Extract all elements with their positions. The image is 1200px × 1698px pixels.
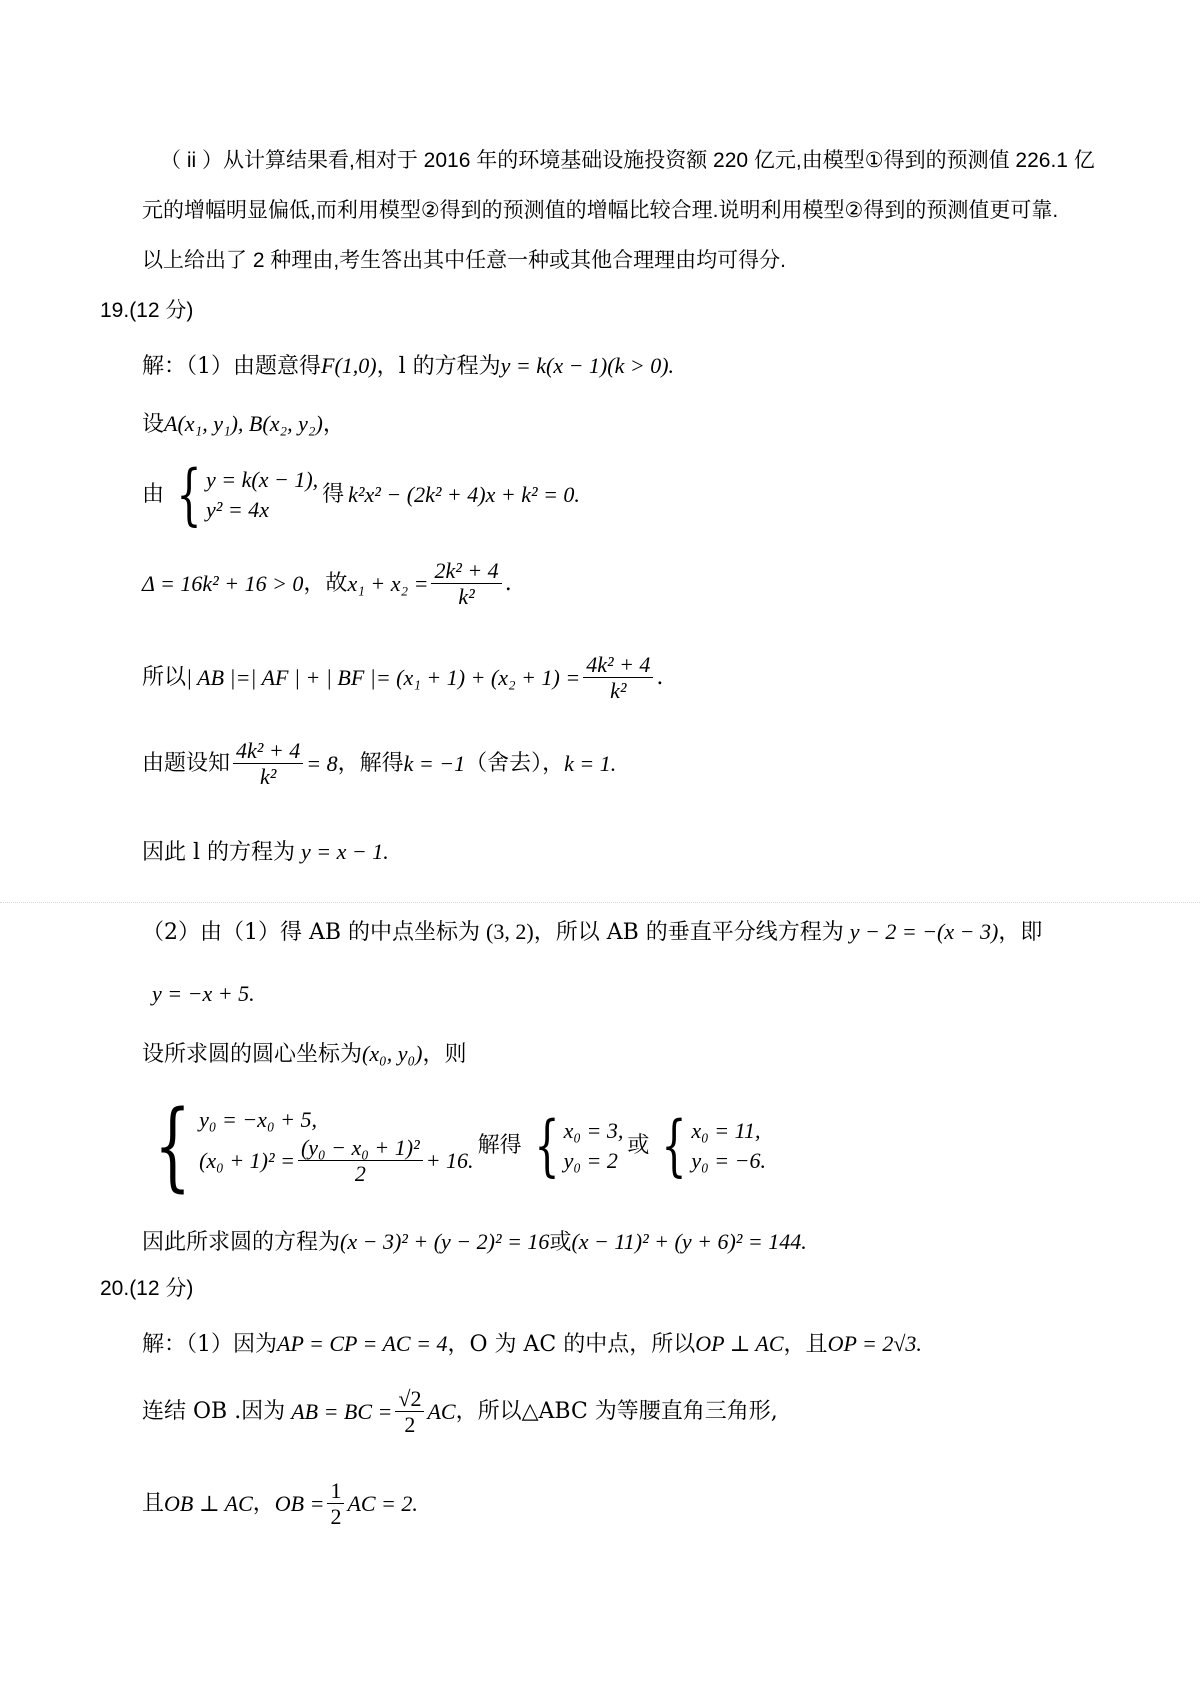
q19-s11-den: 2 bbox=[354, 1161, 366, 1187]
q20-s2-lead: 连结 OB .因为 bbox=[142, 1399, 286, 1425]
q19-s10-center: (x₀, y₀) bbox=[362, 1041, 423, 1066]
q19-step-11 bbox=[142, 1090, 770, 1202]
q20-s3-den: 2 bbox=[330, 1504, 342, 1530]
q20-s2-fraction bbox=[395, 1386, 424, 1438]
q19-s11-or: 或 bbox=[627, 1133, 650, 1159]
q19-step-12 bbox=[142, 1228, 807, 1257]
q19-step-1 bbox=[142, 352, 674, 381]
q19-s11-brace-3: { bbox=[661, 1107, 687, 1184]
q20-s2-ac: AC bbox=[427, 1399, 456, 1425]
q19-s5-expr: | AB |=| AF | + | BF |= (x₁ + 1) + (x₂ + 1) = bbox=[186, 665, 581, 691]
q19-s8-tail: ，即 bbox=[998, 920, 1043, 945]
q19-s4-den: k² bbox=[458, 584, 475, 610]
q19-step-7 bbox=[142, 838, 389, 867]
q19-s4-mid: ，故 bbox=[303, 571, 348, 597]
q19-step-6 bbox=[142, 738, 616, 790]
q19-step-2 bbox=[142, 410, 345, 439]
q19-s4-tail: . bbox=[504, 571, 512, 597]
q20-s3-lead: 且 bbox=[142, 1491, 165, 1517]
q19-s4-num: 2k² + 4 bbox=[431, 558, 501, 584]
paragraph-line-3: 以上给出了 2 种理由,考生答出其中任意一种或其他合理理由均可得分. bbox=[142, 249, 787, 272]
q19-s3-row2: y² = 4x bbox=[206, 497, 269, 522]
q19-step-5 bbox=[142, 652, 663, 704]
q19-s11-system bbox=[142, 1090, 474, 1202]
q19-s12-lead: 因此所求圆的方程为 bbox=[142, 1230, 341, 1255]
q19-step-9 bbox=[152, 980, 255, 1009]
q19-s7-lead: 因此 l 的方程为 bbox=[142, 840, 296, 865]
q19-s11-solution-1 bbox=[526, 1107, 624, 1184]
q19-s11-sol1b: y₀ = 2 bbox=[563, 1148, 618, 1173]
q20-step-1 bbox=[142, 1330, 922, 1359]
q19-step-8 bbox=[142, 918, 1042, 947]
q19-s6-k1: k = −1 bbox=[403, 751, 466, 777]
q19-s8-lead: （2）由（1）得 AB 的中点坐标为 bbox=[142, 920, 481, 945]
q20-s2-eq: AB = BC = bbox=[291, 1399, 393, 1425]
q19-s11-row2b: + 16. bbox=[425, 1148, 474, 1173]
q19-s3-lead: 由 bbox=[142, 482, 165, 508]
paragraph-line-1: （ ii ）从计算结果看,相对于 2016 年的环境基础设施投资额 220 亿元,由模型①得到的预测值 226.1 亿 bbox=[160, 149, 1095, 172]
q19-s11-brace-2: { bbox=[533, 1107, 560, 1184]
q19-s12-eq2: (x − 11)² + (y + 6)² = 144. bbox=[571, 1229, 807, 1254]
q19-s3-row1: y = k(x − 1), bbox=[206, 467, 319, 493]
q19-s5-den: k² bbox=[610, 678, 627, 704]
q20-s2-den: 2 bbox=[404, 1412, 416, 1438]
q20-step-2 bbox=[142, 1386, 778, 1438]
q19-s3-brace: { bbox=[176, 456, 202, 533]
q19-s1-mid: ，l 的方程为 bbox=[376, 354, 501, 379]
q20-s3-perp: OB ⊥ AC bbox=[164, 1491, 253, 1517]
q19-s6-mid: ，解得 bbox=[337, 751, 404, 777]
q19-s6-fraction bbox=[233, 738, 303, 790]
q19-s4-fraction bbox=[431, 558, 501, 610]
q19-s9-eq: y = −x + 5. bbox=[152, 981, 255, 1006]
q19-s6-num: 4k² + 4 bbox=[233, 738, 303, 764]
q19-s3-eq: k²x² − (2k² + 4)x + k² = 0. bbox=[348, 482, 580, 508]
q19-s11-solution-2 bbox=[653, 1107, 766, 1184]
q20-step-3 bbox=[142, 1478, 418, 1530]
q19-s3-system bbox=[168, 456, 319, 533]
q19-s5-tail: . bbox=[656, 665, 664, 691]
q19-step-10 bbox=[142, 1040, 467, 1069]
page-separator bbox=[0, 902, 1200, 903]
q19-s2-tail: ， bbox=[322, 412, 345, 437]
q19-s11-sol2b: y₀ = −6. bbox=[691, 1148, 766, 1173]
q19-s11-brace: { bbox=[154, 1090, 191, 1202]
q19-s1-focus: F(1,0) bbox=[321, 353, 377, 378]
q19-s11-mid: 解得 bbox=[477, 1133, 522, 1159]
q19-s10-lead: 设所求圆的圆心坐标为 bbox=[142, 1042, 363, 1067]
q19-s2-points: A(x₁, y₁), B(x₂, y₂) bbox=[164, 411, 323, 436]
q20-s1-mid2: ，且 bbox=[783, 1332, 828, 1357]
q19-s8-point: (3, 2) bbox=[486, 919, 534, 944]
q19-s11-num: (y₀ − x₀ + 1)² bbox=[298, 1135, 423, 1161]
q20-s3-mid: ， bbox=[252, 1491, 275, 1517]
q20-s1-val: OP = 2√3. bbox=[827, 1331, 922, 1356]
paragraph-line-2: 元的增幅明显偏低,而利用模型②得到的预测值的增幅比较合理.说明利用模型②得到的预测值更可靠. bbox=[142, 199, 1059, 222]
q19-s5-fraction bbox=[583, 652, 653, 704]
q19-s6-mid2: （舍去）， bbox=[465, 751, 565, 777]
q19-s4-discriminant: Δ = 16k² + 16 > 0 bbox=[142, 571, 304, 597]
q19-s6-k2: k = 1. bbox=[564, 751, 617, 777]
q19-s5-lead: 所以 bbox=[142, 665, 187, 691]
q19-s11-sol1a: x₀ = 3, bbox=[563, 1118, 624, 1144]
q19-s7-eq: y = x − 1. bbox=[301, 839, 389, 864]
question-19-heading: 19.(12 分) bbox=[100, 299, 194, 322]
q20-s3-eq: OB = bbox=[274, 1491, 325, 1517]
q20-s1-mid: ，O 为 AC 的中点，所以 bbox=[447, 1332, 696, 1357]
q19-s11-sol2a: x₀ = 11, bbox=[691, 1118, 761, 1144]
q19-step-3 bbox=[142, 456, 580, 533]
q20-s1-eq: AP = CP = AC = 4 bbox=[277, 1331, 448, 1356]
q19-s5-num: 4k² + 4 bbox=[583, 652, 653, 678]
q19-s11-row1: y₀ = −x₀ + 5, bbox=[199, 1107, 317, 1133]
q20-s3-num: 1 bbox=[327, 1478, 344, 1504]
q19-s4-lhs: x₁ + x₂ = bbox=[347, 571, 429, 597]
q19-s12-eq1: (x − 3)² + (y − 2)² = 16 bbox=[340, 1229, 550, 1254]
q19-s6-den: k² bbox=[259, 764, 277, 790]
q19-s8-eq: y − 2 = −(x − 3) bbox=[849, 919, 999, 944]
q19-step-4 bbox=[142, 558, 512, 610]
q20-s3-tail: AC = 2. bbox=[347, 1491, 418, 1517]
q19-s11-row2 bbox=[199, 1135, 473, 1187]
q19-s1-line-eq: y = k(x − 1)(k > 0). bbox=[500, 353, 675, 378]
q19-s1-lead: 解：（1）由题意得 bbox=[142, 354, 321, 379]
q19-s2-lead: 设 bbox=[142, 412, 165, 437]
q19-s10-tail: ，则 bbox=[422, 1042, 467, 1067]
q19-s3-mid: 得 bbox=[322, 482, 345, 508]
q19-s6-lead: 由题设知 bbox=[142, 751, 231, 777]
q19-s12-or: 或 bbox=[549, 1230, 572, 1255]
q19-s11-row2a: (x₀ + 1)² = bbox=[199, 1148, 295, 1173]
q20-s2-num: √2 bbox=[395, 1386, 424, 1412]
q19-s8-mid: ，所以 AB 的垂直平分线方程为 bbox=[533, 920, 844, 945]
q19-s6-eq: = 8 bbox=[306, 751, 338, 777]
q20-s3-fraction bbox=[327, 1478, 344, 1530]
question-20-heading: 20.(12 分) bbox=[100, 1277, 194, 1300]
q19-s11-fraction bbox=[298, 1135, 423, 1187]
q20-s2-mid: ，所以△ABC 为等腰直角三角形, bbox=[455, 1399, 778, 1425]
q20-s1-perp: OP ⊥ AC bbox=[695, 1331, 784, 1356]
q20-s1-lead: 解：（1）因为 bbox=[142, 1332, 277, 1357]
